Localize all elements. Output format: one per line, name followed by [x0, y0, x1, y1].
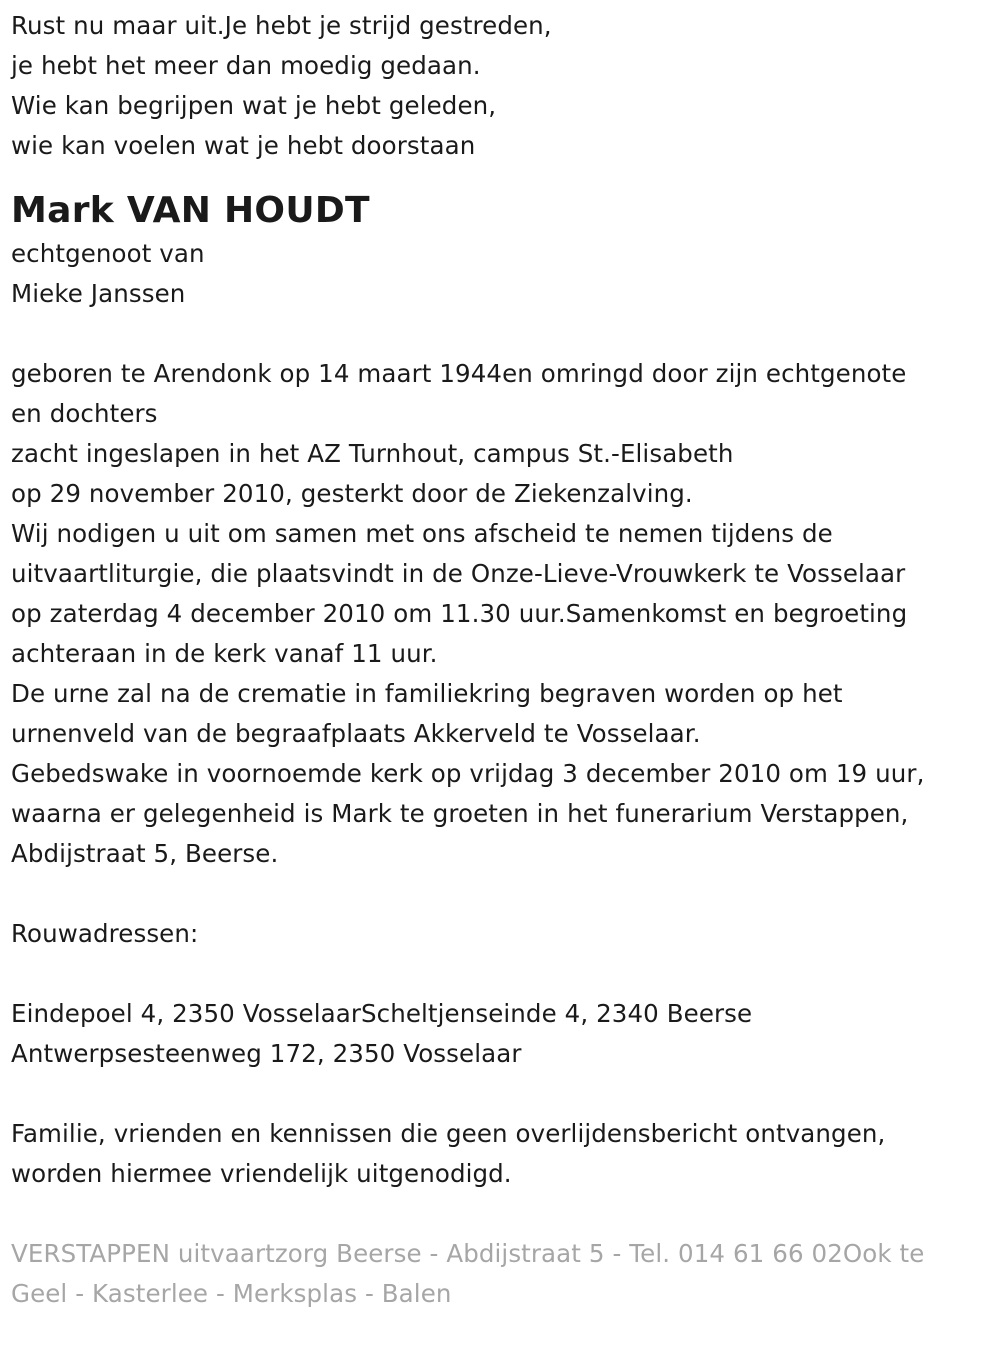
- announcement-line: uitvaartliturgie, die plaatsvindt in de Onze-Lieve-Vrouwkerk te Vosselaar: [11, 559, 906, 588]
- spacer: [11, 166, 996, 188]
- spacer: [11, 1074, 996, 1114]
- announcement-line: Abdijstraat 5, Beerse.: [11, 839, 279, 868]
- poem-line: Wie kan begrijpen wat je hebt geleden,: [11, 91, 497, 120]
- announcement-line: De urne zal na de crematie in familiekring begraven worden op het: [11, 679, 843, 708]
- spacer: [11, 1194, 996, 1234]
- invitation-line: worden hiermee vriendelijk uitgenodigd.: [11, 1159, 512, 1188]
- poem-line: je hebt het meer dan moedig gedaan.: [11, 51, 481, 80]
- invitation-line: Familie, vrienden en kennissen die geen overlijdensbericht ontvangen,: [11, 1119, 886, 1148]
- announcement-line: en dochters: [11, 399, 158, 428]
- announcement-line: urnenveld van de begraafplaats Akkerveld te Vosselaar.: [11, 719, 701, 748]
- announcement-line: Wij nodigen u uit om samen met ons afscheid te nemen tijdens de: [11, 519, 833, 548]
- addresses-heading: Rouwadressen:: [11, 919, 199, 948]
- poem-line: Rust nu maar uit.Je hebt je strijd gestreden,: [11, 11, 552, 40]
- poem-line: wie kan voelen wat je hebt doorstaan: [11, 131, 476, 160]
- announcement-line: achteraan in de kerk vanaf 11 uur.: [11, 639, 438, 668]
- announcement-text: [11, 354, 996, 874]
- poem: [11, 6, 996, 166]
- death-notice: [11, 6, 996, 1314]
- announcement-line: waarna er gelegenheid is Mark te groeten in het funerarium Verstappen,: [11, 799, 909, 828]
- deceased-name: Mark VAN HOUDT: [11, 190, 370, 231]
- addresses-list: [11, 994, 996, 1074]
- invitation-text: [11, 1114, 996, 1194]
- footer-line: Geel - Kasterlee - Merksplas - Balen: [11, 1279, 452, 1308]
- announcement-line: op 29 november 2010, gesterkt door de Ziekenzalving.: [11, 479, 693, 508]
- address-line: Eindepoel 4, 2350 VosselaarScheltjenseinde 4, 2340 Beerse: [11, 999, 753, 1028]
- footer-line: VERSTAPPEN uitvaartzorg Beerse - Abdijstraat 5 - Tel. 014 61 66 02Ook te: [11, 1239, 925, 1268]
- address-line: Antwerpsesteenweg 172, 2350 Vosselaar: [11, 1039, 522, 1068]
- announcement-line: geboren te Arendonk op 14 maart 1944en omringd door zijn echtgenote: [11, 359, 907, 388]
- announcement-line: zacht ingeslapen in het AZ Turnhout, campus St.-Elisabeth: [11, 439, 734, 468]
- spouse-name: Mieke Janssen: [11, 279, 186, 308]
- announcement-line: op zaterdag 4 december 2010 om 11.30 uur.Samenkomst en begroeting: [11, 599, 908, 628]
- relation-text: echtgenoot van: [11, 239, 205, 268]
- spacer: [11, 954, 996, 994]
- announcement-line: Gebedswake in voornoemde kerk op vrijdag 3 december 2010 om 19 uur,: [11, 759, 925, 788]
- spacer: [11, 314, 996, 354]
- spacer: [11, 874, 996, 914]
- funeral-home-footer: [11, 1234, 996, 1314]
